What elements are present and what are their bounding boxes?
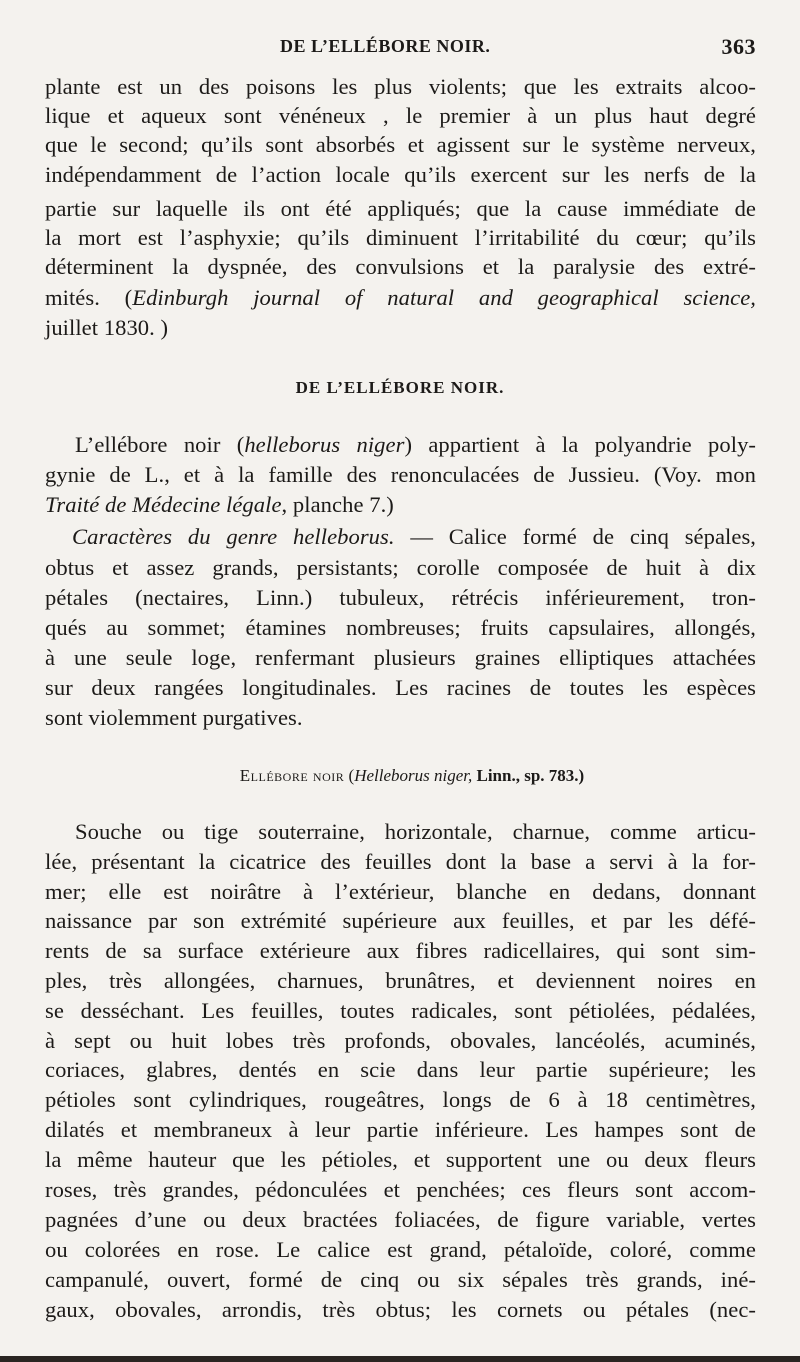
text-line: sur deux rangées longitudinales. Les racines de toutes les espèces bbox=[45, 675, 756, 700]
text-line: mer; elle est noirâtre à l’extérieur, blanche en dedans, donnant bbox=[45, 879, 756, 904]
species-name: Ellébore noir bbox=[239, 766, 345, 785]
text-line: ou colorées en rose. Le calice est grand, pétaloïde, coloré, comme bbox=[45, 1237, 756, 1262]
genus-heading: Caractères du genre helleborus. bbox=[72, 524, 395, 549]
text-line: pagnées d’une ou deux bractées foliacées, de figure variable, vertes bbox=[45, 1207, 756, 1232]
text-line: pétales (nectaires, Linn.) tubuleux, rétrécis inférieurement, tron- bbox=[45, 585, 756, 610]
text-line bbox=[45, 490, 756, 519]
citation-date: juillet 1830. ) bbox=[45, 315, 169, 340]
text-line: indépendamment de l’action locale qu’ils exercent sur les nerfs de la bbox=[45, 162, 756, 187]
citation-journal: Edinburgh journal of natural and geographical science, bbox=[132, 285, 756, 310]
text-line: gaux, obovales, arrondis, très obtus; les cornets ou pétales (nec- bbox=[45, 1297, 756, 1322]
section-heading: DE L’ELLÉBORE NOIR. bbox=[295, 378, 505, 397]
text-line: Souche ou tige souterraine, horizontale, charnue, comme articu- bbox=[75, 819, 756, 844]
text-line: la mort est l’asphyxie; qu’ils diminuent l’irritabilité du cœur; qu’ils bbox=[45, 225, 756, 250]
text-run: — Calice formé de cinq sépales, bbox=[394, 524, 756, 549]
text-line: déterminent la dyspnée, des convulsions et la paralysie des extré- bbox=[45, 254, 756, 279]
text-line: que le second; qu’ils sont absorbés et agissent sur le système nerveux, bbox=[45, 132, 756, 157]
text-line: ples, très allongées, charnues, brunâtres, et deviennent noires en bbox=[45, 968, 756, 993]
text-line: plante est un des poisons les plus violents; que les extraits alcoo- bbox=[45, 74, 756, 99]
text-line: naissance par son extrémité supérieure aux feuilles, et par les défé- bbox=[45, 908, 756, 933]
citation-prefix: mités. ( bbox=[45, 285, 133, 310]
text-line: gynie de L., et à la famille des renonculacées de Jussieu. (Voy. mon bbox=[45, 462, 756, 487]
text-line: qués au sommet; étamines nombreuses; fruits capsulaires, allongés, bbox=[45, 615, 756, 640]
text-run: , planche 7.) bbox=[281, 492, 394, 517]
text-line: campanulé, ouvert, formé de cinq ou six sépales très grands, iné- bbox=[45, 1267, 756, 1292]
citation-line bbox=[45, 283, 756, 312]
book-title: Traité de Médecine légale bbox=[45, 492, 282, 517]
text-line: dilatés et membraneux à leur partie inférieure. Les hampes sont de bbox=[45, 1117, 756, 1142]
text-line: rents de sa surface extérieure aux fibres radicellaires, qui sont sim- bbox=[45, 938, 756, 963]
text-line: partie sur laquelle ils ont été appliqués; que la cause immédiate de bbox=[45, 196, 756, 221]
text-run: ( bbox=[344, 766, 355, 785]
species-reference: Linn., sp. 783.) bbox=[472, 766, 585, 785]
text-run: L’ellébore noir ( bbox=[75, 432, 245, 457]
text-line: pétioles sont cylindriques, rougeâtres, longs de 6 à 18 centimètres, bbox=[45, 1087, 756, 1112]
text-line: roses, très grandes, pédonculées et penchées; ces fleurs sont accom- bbox=[45, 1177, 756, 1202]
text-line: sont violemment purgatives. bbox=[45, 705, 303, 730]
species-heading bbox=[12, 766, 800, 786]
text-line: coriaces, glabres, dentés en scie dans leur partie supérieure; les bbox=[45, 1057, 756, 1082]
text-line bbox=[75, 430, 756, 459]
text-line: lée, présentant la cicatrice des feuilles dont la base a servi à la for- bbox=[45, 849, 756, 874]
text-line: lique et aqueux sont vénéneux , le premier à un plus haut degré bbox=[45, 103, 756, 128]
running-title: DE L’ELLÉBORE NOIR. bbox=[280, 36, 491, 56]
text-line: à sept ou huit lobes très profonds, obovales, lancéolés, acuminés, bbox=[45, 1028, 756, 1053]
text-line: obtus et assez grands, persistants; corolle composée de huit à dix bbox=[45, 555, 756, 580]
text-line bbox=[72, 522, 756, 551]
latin-name: helleborus niger bbox=[244, 432, 405, 457]
page-number: 363 bbox=[721, 34, 756, 59]
species-latin: Helleborus niger, bbox=[354, 766, 473, 785]
running-head bbox=[45, 36, 756, 66]
text-line: la même hauteur que les pétioles, et supportent une ou deux fleurs bbox=[45, 1147, 756, 1172]
text-line: à une seule loge, renfermant plusieurs graines elliptiques attachées bbox=[45, 645, 756, 670]
text-line: se desséchant. Les feuilles, toutes radicales, sont pétiolées, pédalées, bbox=[45, 998, 756, 1023]
text-run: ) appartient à la polyandrie poly- bbox=[404, 432, 756, 457]
